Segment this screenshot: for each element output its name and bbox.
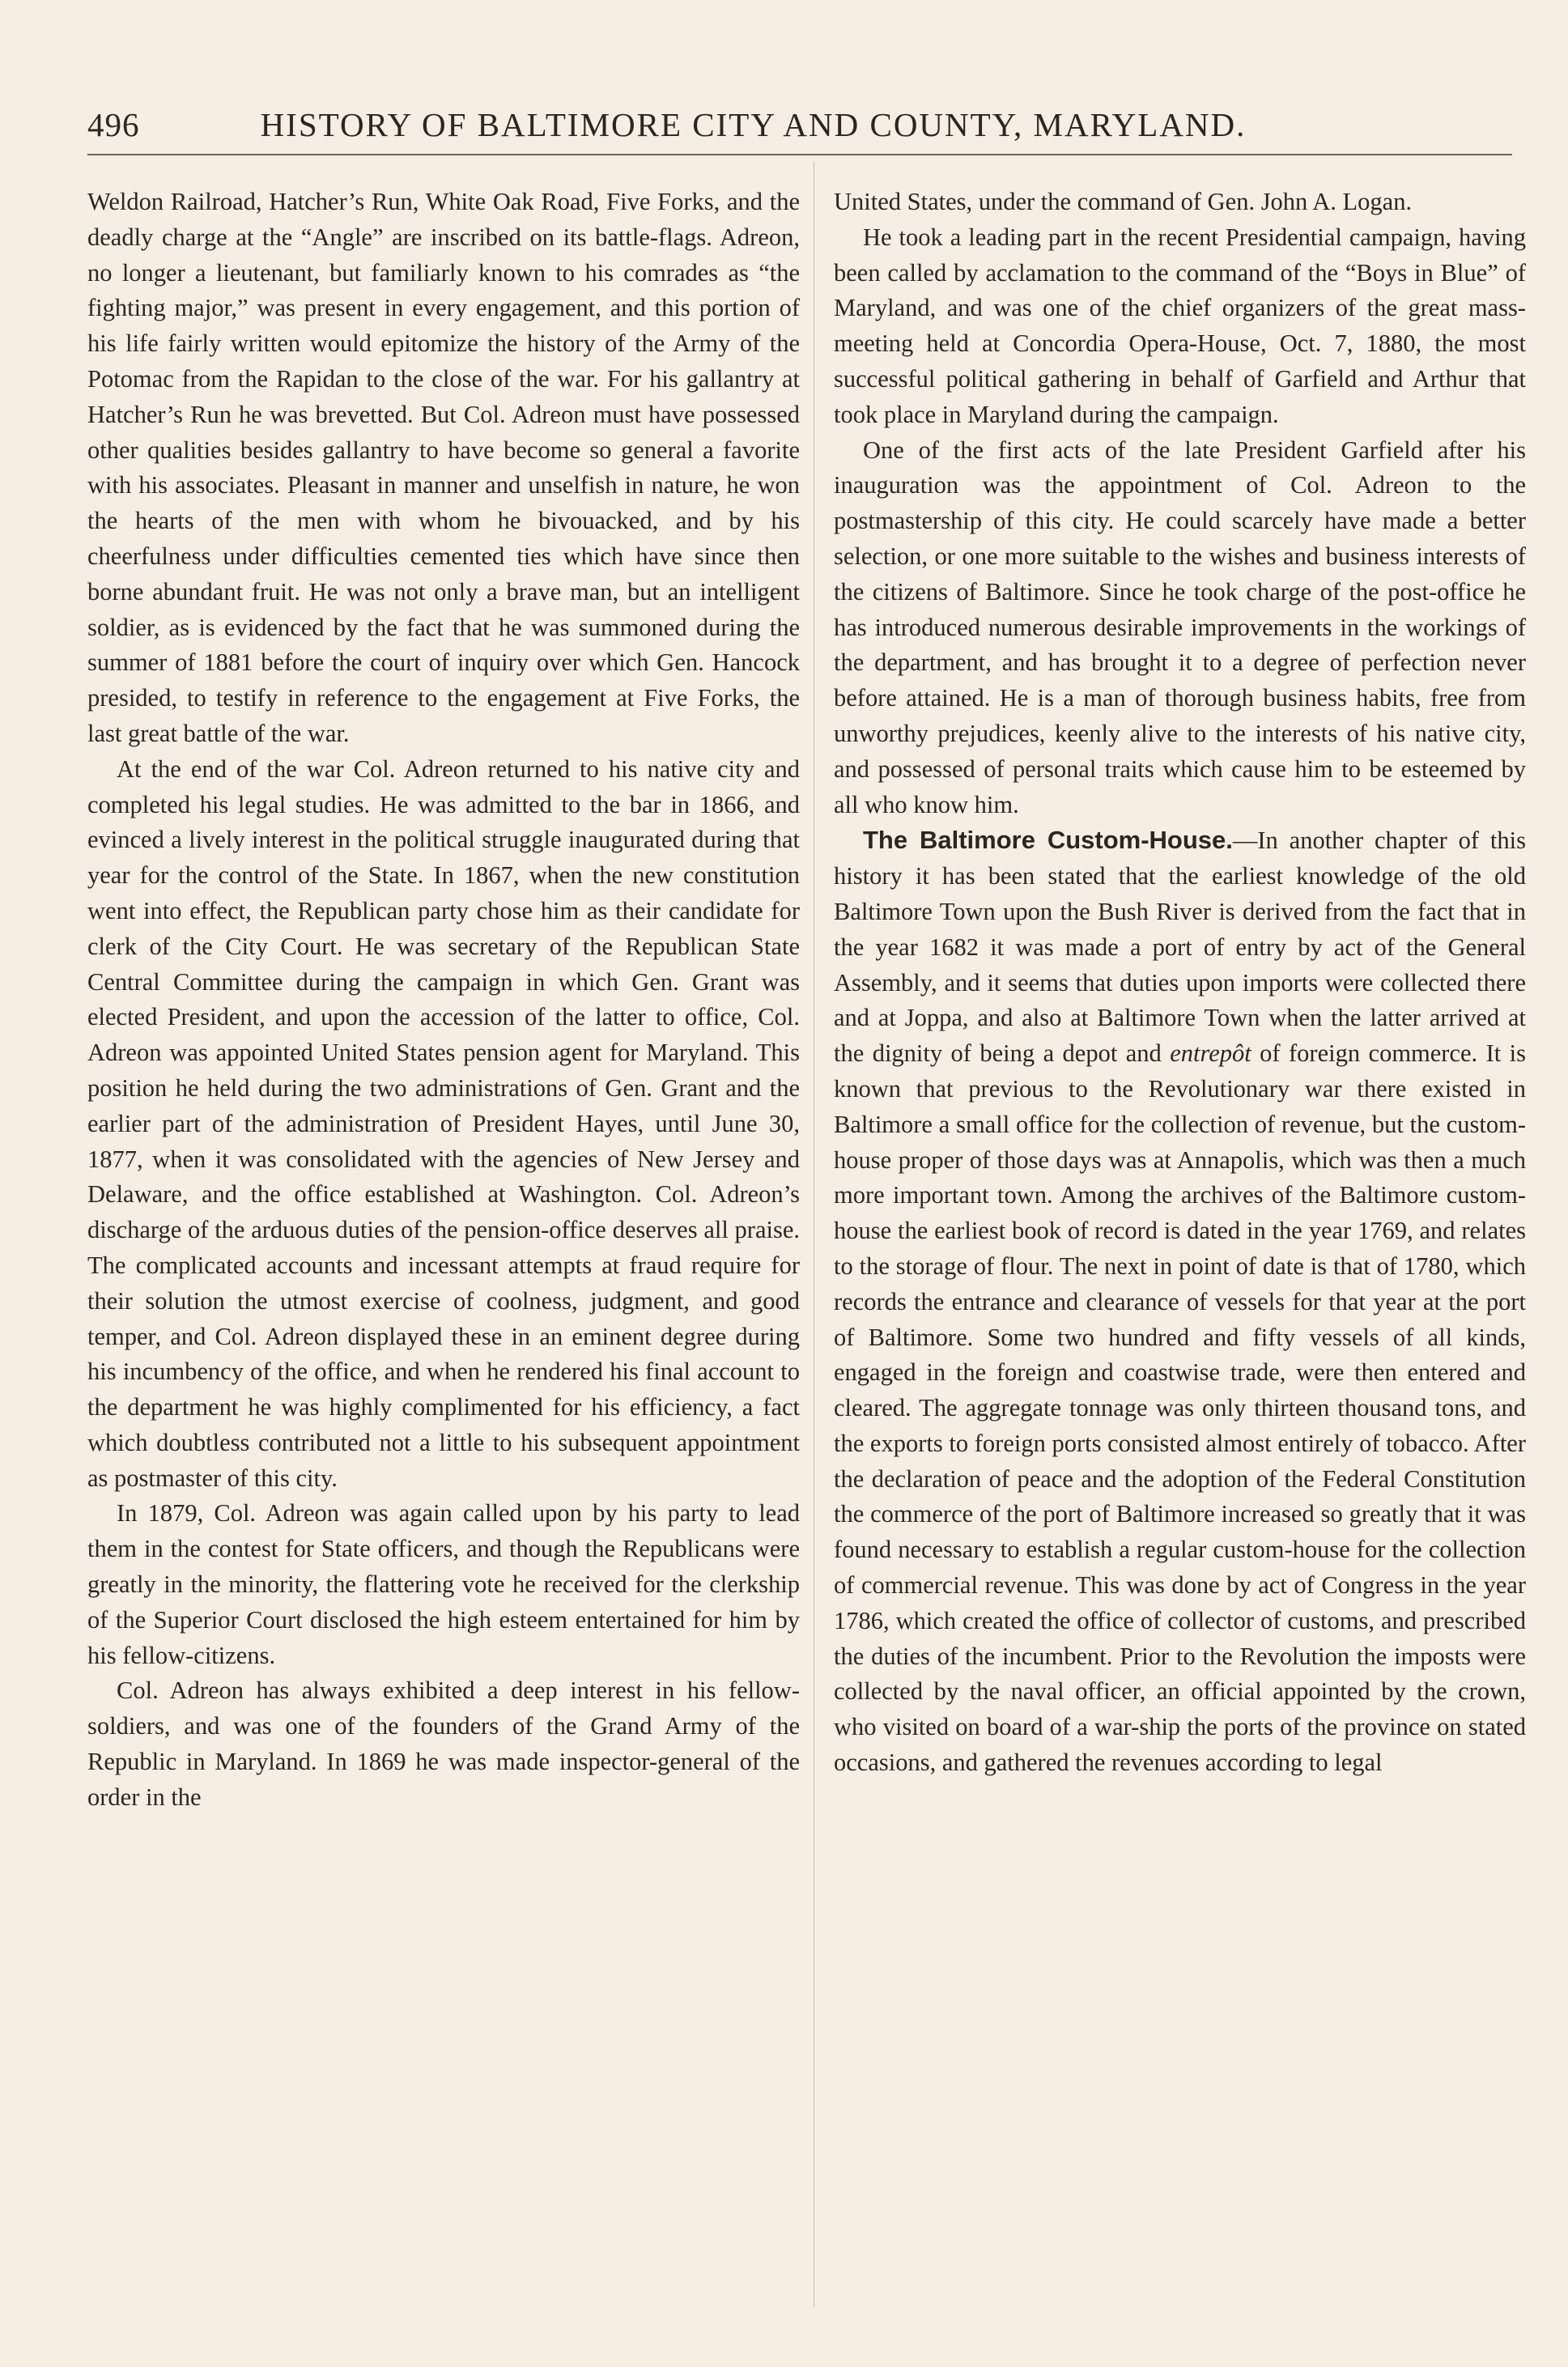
page-number: 496 xyxy=(87,106,140,143)
section-heading: The Baltimore Custom-House. xyxy=(863,826,1233,855)
page-header xyxy=(87,96,1346,144)
left-column xyxy=(87,185,800,1816)
right-column xyxy=(834,185,1526,1781)
paragraph: Col. Adreon has always exhibited a deep interest in his fellow-soldiers, and was one of the founders of the Grand Army of the Republic in Maryland. In 1869 he was made inspector-general of the order in the xyxy=(87,1676,800,1811)
paragraph: Weldon Railroad, Hatcher’s Run, White Oak Road, Five Forks, and the deadly charge at the “Angle” are inscribed on its battle-flags. Adreon, no longer a lieutenant, but familiarly known to his comrades as “the fighting major,” was present in every engagement, and this portion of his life fairly written would epitomize the history of the Army of the Potomac from the Rapidan to the close of the war. For his gallantry at Hatcher’s Run he was brevetted. But Col. Adreon must have possessed other qualities besides gallantry to have become so general a favorite with his associates. Pleasant in manner and unselfish in nature, he won the hearts of the men with whom he bivouacked, and by his cheerfulness under difficulties cemented ties which have since then borne abundant fruit. He was not only a brave man, but an intelligent soldier, as is evidenced by the fact that he was summoned during the summer of 1881 before the court of inquiry over which Gen. Hancock presided, to testify in reference to the engagement at Five Forks, the last great battle of the war. xyxy=(87,188,800,747)
running-head: HISTORY OF BALTIMORE CITY AND COUNTY, MARYLAND. xyxy=(260,106,1247,143)
paragraph: At the end of the war Col. Adreon returned to his native city and completed his legal studies. He was admitted to the bar in 1866, and evinced a lively interest in the political struggle inaugurated during that year for the control of the State. In 1867, when the new constitution went into effect, the Republican party chose him as their candidate for clerk of the City Court. He was secretary of the Republican State Central Committee during the campaign in which Gen. Grant was elected President, and upon the accession of the latter to office, Col. Adreon was appointed United States pension agent for Maryland. This position he held during the two administrations of Gen. Grant and the earlier part of the administration of President Hayes, until June 30, 1877, when it was consolidated with the agencies of New Jersey and Delaware, and the office established at Washington. Col. Adreon’s discharge of the arduous duties of the pension-office deserves all praise. The complicated accounts and incessant attempts at fraud require for their solution the utmost exercise of coolness, judgment, and good temper, and Col. Adreon displayed these in an eminent degree during his incumbency of the office, and when he rendered his final account to the department he was highly complimented for his efficiency, a fact which doubtless contributed not a little to his subsequent appointment as postmaster of this city. xyxy=(87,754,800,1492)
paragraph-text: —In another chapter of this history it has been stated that the earliest knowledge of the old Baltimore Town upon the Bush River is derived from the fact that in the year 1682 it was made a port of entry by act of the General Assembly, and it seems that duties upon imports were collected there and at Joppa, and also at Baltimore Town when the latter arrived at the dignity of being a depot and xyxy=(834,827,1526,1068)
italic-term: entrepôt xyxy=(1170,1039,1251,1068)
paragraph-text: of foreign commerce. It is known that previous to the Revolutionary war there existed in Baltimore a small office for the collection of revenue, but the custom-house proper of those days was at Annapolis, which was then a much more important town. Among the archives of the Baltimore custom-house the earliest book of record is dated in the year 1769, and relates to the storage of flour. The next in point of date is that of 1780, which records the entrance and clearance of vessels for that year at the port of Baltimore. Some two hundred and fifty vessels of all kinds, engaged in the foreign and coastwise trade, were then entered and cleared. The aggregate tonnage was only thirteen thousand tons, and the exports to foreign ports consisted almost entirely of tobacco. After the declaration of peace and the adoption of the Federal Constitution the commerce of the port of Baltimore increased so greatly that it was found necessary to establish a regular custom-house for the collection of commercial revenue. This was done by act of Congress in the year 1786, which created the office of collector of customs, and prescribed the duties of the incumbent. Prior to the Revolution the imposts were collected by the naval officer, an official appointed by the crown, who visited on board of a war-ship the ports of the province on stated occasions, and gathered the revenues according to legal xyxy=(834,1039,1527,1777)
paragraph: One of the first acts of the late President Garfield after his inauguration was the appointment of Col. Adreon to the postmastership of this city. He could scarcely have made a better selection, or one more suitable to the wishes and business interests of the citizens of Baltimore. Since he took charge of the post-office he has introduced numerous desirable improvements in the workings of the department, and has brought it to a degree of perfection never before attained. He is a man of thorough business habits, free from unworthy prejudices, keenly alive to the interests of his native city, and possessed of personal traits which cause him to be esteemed by all who know him. xyxy=(834,436,1526,818)
paragraph: United States, under the command of Gen. John A. Logan. xyxy=(834,188,1413,215)
section-paragraph xyxy=(834,822,1526,1781)
header-rule xyxy=(87,154,1512,155)
paragraph: In 1879, Col. Adreon was again called upon by his party to lead them in the contest for State officers, and though the Republicans were greatly in the minority, the flattering vote he received for the clerkship of the Superior Court disclosed the high esteem entertained for him by his fellow-citizens. xyxy=(87,1499,800,1669)
paragraph: He took a leading part in the recent Presidential campaign, having been called by acclamation to the command of the “Boys in Blue” of Maryland, and was one of the chief organizers of the great mass-meeting held at Concordia Opera-House, Oct. 7, 1880, the most successful political gathering in behalf of Garfield and Arthur that took place in Maryland during the campaign. xyxy=(834,223,1526,428)
